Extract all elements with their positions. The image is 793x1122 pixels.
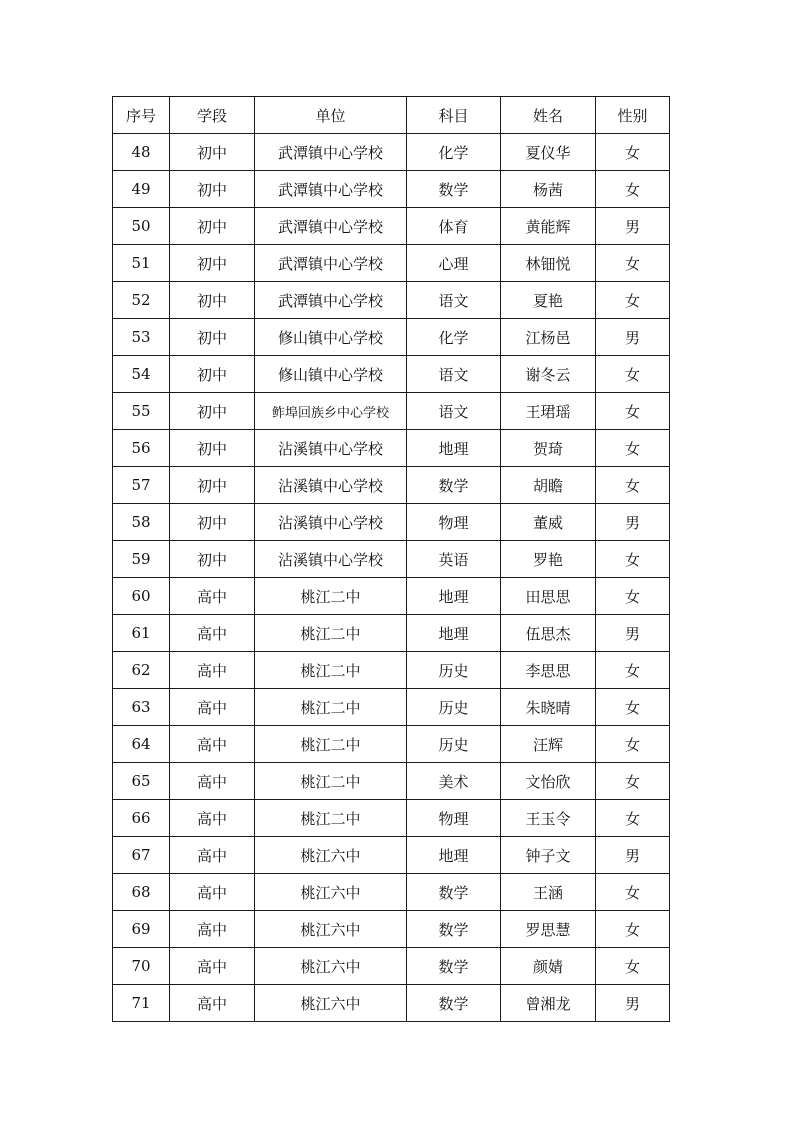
gender-cell: 女 [596, 689, 670, 726]
school-stage-cell: 高中 [170, 726, 255, 763]
serial-number-cell: 55 [113, 393, 170, 430]
name-cell: 王涵 [501, 874, 596, 911]
name-cell: 王玉令 [501, 800, 596, 837]
gender-cell: 男 [596, 208, 670, 245]
serial-number-cell: 68 [113, 874, 170, 911]
serial-number-cell: 54 [113, 356, 170, 393]
subject-cell: 体育 [407, 208, 501, 245]
name-cell: 李思思 [501, 652, 596, 689]
subject-cell: 地理 [407, 837, 501, 874]
gender-cell: 女 [596, 948, 670, 985]
serial-number-cell: 53 [113, 319, 170, 356]
unit-cell: 桃江六中 [255, 874, 407, 911]
school-stage-cell: 初中 [170, 541, 255, 578]
unit-cell: 武潭镇中心学校 [255, 134, 407, 171]
name-cell: 伍思杰 [501, 615, 596, 652]
name-cell: 谢冬云 [501, 356, 596, 393]
unit-cell: 桃江六中 [255, 948, 407, 985]
serial-number-cell: 70 [113, 948, 170, 985]
table-row [113, 874, 670, 911]
name-cell: 胡瞻 [501, 467, 596, 504]
table-row [113, 837, 670, 874]
gender-cell: 女 [596, 245, 670, 282]
subject-cell: 数学 [407, 985, 501, 1022]
school-stage-cell: 初中 [170, 319, 255, 356]
subject-cell: 英语 [407, 541, 501, 578]
serial-number-cell: 49 [113, 171, 170, 208]
gender-cell: 女 [596, 171, 670, 208]
serial-number-cell: 52 [113, 282, 170, 319]
school-stage-cell: 初中 [170, 393, 255, 430]
gender-cell: 女 [596, 726, 670, 763]
gender-cell: 女 [596, 282, 670, 319]
subject-cell: 数学 [407, 874, 501, 911]
unit-cell: 桃江六中 [255, 985, 407, 1022]
school-stage-cell: 高中 [170, 763, 255, 800]
school-stage-cell: 高中 [170, 911, 255, 948]
gender-cell: 女 [596, 430, 670, 467]
serial-number-cell: 69 [113, 911, 170, 948]
table-row [113, 171, 670, 208]
roster-sheet [112, 96, 669, 1022]
subject-cell: 物理 [407, 504, 501, 541]
school-stage-cell: 初中 [170, 171, 255, 208]
table-row [113, 985, 670, 1022]
unit-cell: 桃江二中 [255, 726, 407, 763]
subject-cell: 历史 [407, 689, 501, 726]
unit-cell: 桃江二中 [255, 615, 407, 652]
header-row [113, 97, 670, 134]
header-name: 姓名 [501, 97, 596, 134]
subject-cell: 数学 [407, 467, 501, 504]
serial-number-cell: 62 [113, 652, 170, 689]
table-row [113, 356, 670, 393]
unit-cell: 沾溪镇中心学校 [255, 541, 407, 578]
table-row [113, 504, 670, 541]
name-cell: 江杨邑 [501, 319, 596, 356]
table-row [113, 282, 670, 319]
subject-cell: 美术 [407, 763, 501, 800]
school-stage-cell: 初中 [170, 356, 255, 393]
school-stage-cell: 高中 [170, 689, 255, 726]
name-cell: 钟子文 [501, 837, 596, 874]
gender-cell: 女 [596, 763, 670, 800]
name-cell: 朱晓晴 [501, 689, 596, 726]
name-cell: 夏艳 [501, 282, 596, 319]
unit-cell: 桃江二中 [255, 763, 407, 800]
gender-cell: 男 [596, 319, 670, 356]
subject-cell: 地理 [407, 578, 501, 615]
name-cell: 贺琦 [501, 430, 596, 467]
school-stage-cell: 高中 [170, 874, 255, 911]
gender-cell: 女 [596, 393, 670, 430]
serial-number-cell: 59 [113, 541, 170, 578]
subject-cell: 化学 [407, 134, 501, 171]
table-row [113, 208, 670, 245]
school-stage-cell: 高中 [170, 652, 255, 689]
school-stage-cell: 初中 [170, 245, 255, 282]
subject-cell: 语文 [407, 356, 501, 393]
gender-cell: 女 [596, 874, 670, 911]
name-cell: 汪辉 [501, 726, 596, 763]
school-stage-cell: 高中 [170, 800, 255, 837]
name-cell: 罗思慧 [501, 911, 596, 948]
school-stage-cell: 高中 [170, 948, 255, 985]
school-stage-cell: 高中 [170, 615, 255, 652]
serial-number-cell: 60 [113, 578, 170, 615]
unit-cell: 修山镇中心学校 [255, 356, 407, 393]
name-cell: 夏仪华 [501, 134, 596, 171]
name-cell: 林钿悦 [501, 245, 596, 282]
serial-number-cell: 48 [113, 134, 170, 171]
unit-cell: 桃江二中 [255, 578, 407, 615]
school-stage-cell: 高中 [170, 578, 255, 615]
name-cell: 王珺瑶 [501, 393, 596, 430]
header-unit: 单位 [255, 97, 407, 134]
gender-cell: 女 [596, 356, 670, 393]
gender-cell: 女 [596, 800, 670, 837]
table-row [113, 541, 670, 578]
subject-cell: 地理 [407, 430, 501, 467]
serial-number-cell: 50 [113, 208, 170, 245]
table-row [113, 134, 670, 171]
table-row [113, 800, 670, 837]
name-cell: 董威 [501, 504, 596, 541]
name-cell: 文怡欣 [501, 763, 596, 800]
unit-cell: 桃江六中 [255, 837, 407, 874]
table-row [113, 726, 670, 763]
gender-cell: 女 [596, 541, 670, 578]
school-stage-cell: 初中 [170, 134, 255, 171]
subject-cell: 物理 [407, 800, 501, 837]
subject-cell: 数学 [407, 948, 501, 985]
table-row [113, 763, 670, 800]
name-cell: 田思思 [501, 578, 596, 615]
table-row [113, 245, 670, 282]
unit-cell: 桃江二中 [255, 652, 407, 689]
table-row [113, 615, 670, 652]
table-row [113, 911, 670, 948]
header-gender: 性别 [596, 97, 670, 134]
subject-cell: 数学 [407, 171, 501, 208]
gender-cell: 女 [596, 652, 670, 689]
subject-cell: 历史 [407, 726, 501, 763]
serial-number-cell: 71 [113, 985, 170, 1022]
unit-cell: 武潭镇中心学校 [255, 245, 407, 282]
school-stage-cell: 初中 [170, 504, 255, 541]
school-stage-cell: 初中 [170, 430, 255, 467]
serial-number-cell: 51 [113, 245, 170, 282]
name-cell: 杨茜 [501, 171, 596, 208]
unit-cell: 武潭镇中心学校 [255, 282, 407, 319]
serial-number-cell: 67 [113, 837, 170, 874]
gender-cell: 男 [596, 615, 670, 652]
unit-cell: 桃江六中 [255, 911, 407, 948]
unit-cell: 鲊埠回族乡中心学校 [255, 393, 407, 430]
header-subject: 科目 [407, 97, 501, 134]
name-cell: 黄能辉 [501, 208, 596, 245]
table-row [113, 652, 670, 689]
table-row [113, 430, 670, 467]
subject-cell: 历史 [407, 652, 501, 689]
table-row [113, 393, 670, 430]
school-stage-cell: 高中 [170, 837, 255, 874]
header-school-stage: 学段 [170, 97, 255, 134]
serial-number-cell: 61 [113, 615, 170, 652]
subject-cell: 心理 [407, 245, 501, 282]
table-row [113, 467, 670, 504]
table-row [113, 578, 670, 615]
roster-body [113, 134, 670, 1022]
gender-cell: 女 [596, 134, 670, 171]
school-stage-cell: 初中 [170, 208, 255, 245]
unit-cell: 沾溪镇中心学校 [255, 430, 407, 467]
unit-cell: 武潭镇中心学校 [255, 208, 407, 245]
name-cell: 颜婧 [501, 948, 596, 985]
serial-number-cell: 57 [113, 467, 170, 504]
serial-number-cell: 64 [113, 726, 170, 763]
school-stage-cell: 初中 [170, 282, 255, 319]
unit-cell: 修山镇中心学校 [255, 319, 407, 356]
table-row [113, 948, 670, 985]
name-cell: 罗艳 [501, 541, 596, 578]
subject-cell: 地理 [407, 615, 501, 652]
unit-cell: 沾溪镇中心学校 [255, 504, 407, 541]
subject-cell: 化学 [407, 319, 501, 356]
name-cell: 曾湘龙 [501, 985, 596, 1022]
serial-number-cell: 66 [113, 800, 170, 837]
gender-cell: 女 [596, 578, 670, 615]
serial-number-cell: 63 [113, 689, 170, 726]
serial-number-cell: 58 [113, 504, 170, 541]
gender-cell: 男 [596, 837, 670, 874]
school-stage-cell: 高中 [170, 985, 255, 1022]
roster-table [112, 96, 670, 1022]
unit-cell: 桃江二中 [255, 800, 407, 837]
unit-cell: 武潭镇中心学校 [255, 171, 407, 208]
serial-number-cell: 56 [113, 430, 170, 467]
school-stage-cell: 初中 [170, 467, 255, 504]
subject-cell: 语文 [407, 282, 501, 319]
subject-cell: 数学 [407, 911, 501, 948]
gender-cell: 男 [596, 504, 670, 541]
serial-number-cell: 65 [113, 763, 170, 800]
gender-cell: 女 [596, 467, 670, 504]
table-row [113, 319, 670, 356]
unit-cell: 沾溪镇中心学校 [255, 467, 407, 504]
gender-cell: 女 [596, 911, 670, 948]
subject-cell: 语文 [407, 393, 501, 430]
header-serial-number: 序号 [113, 97, 170, 134]
table-row [113, 689, 670, 726]
unit-cell: 桃江二中 [255, 689, 407, 726]
gender-cell: 男 [596, 985, 670, 1022]
